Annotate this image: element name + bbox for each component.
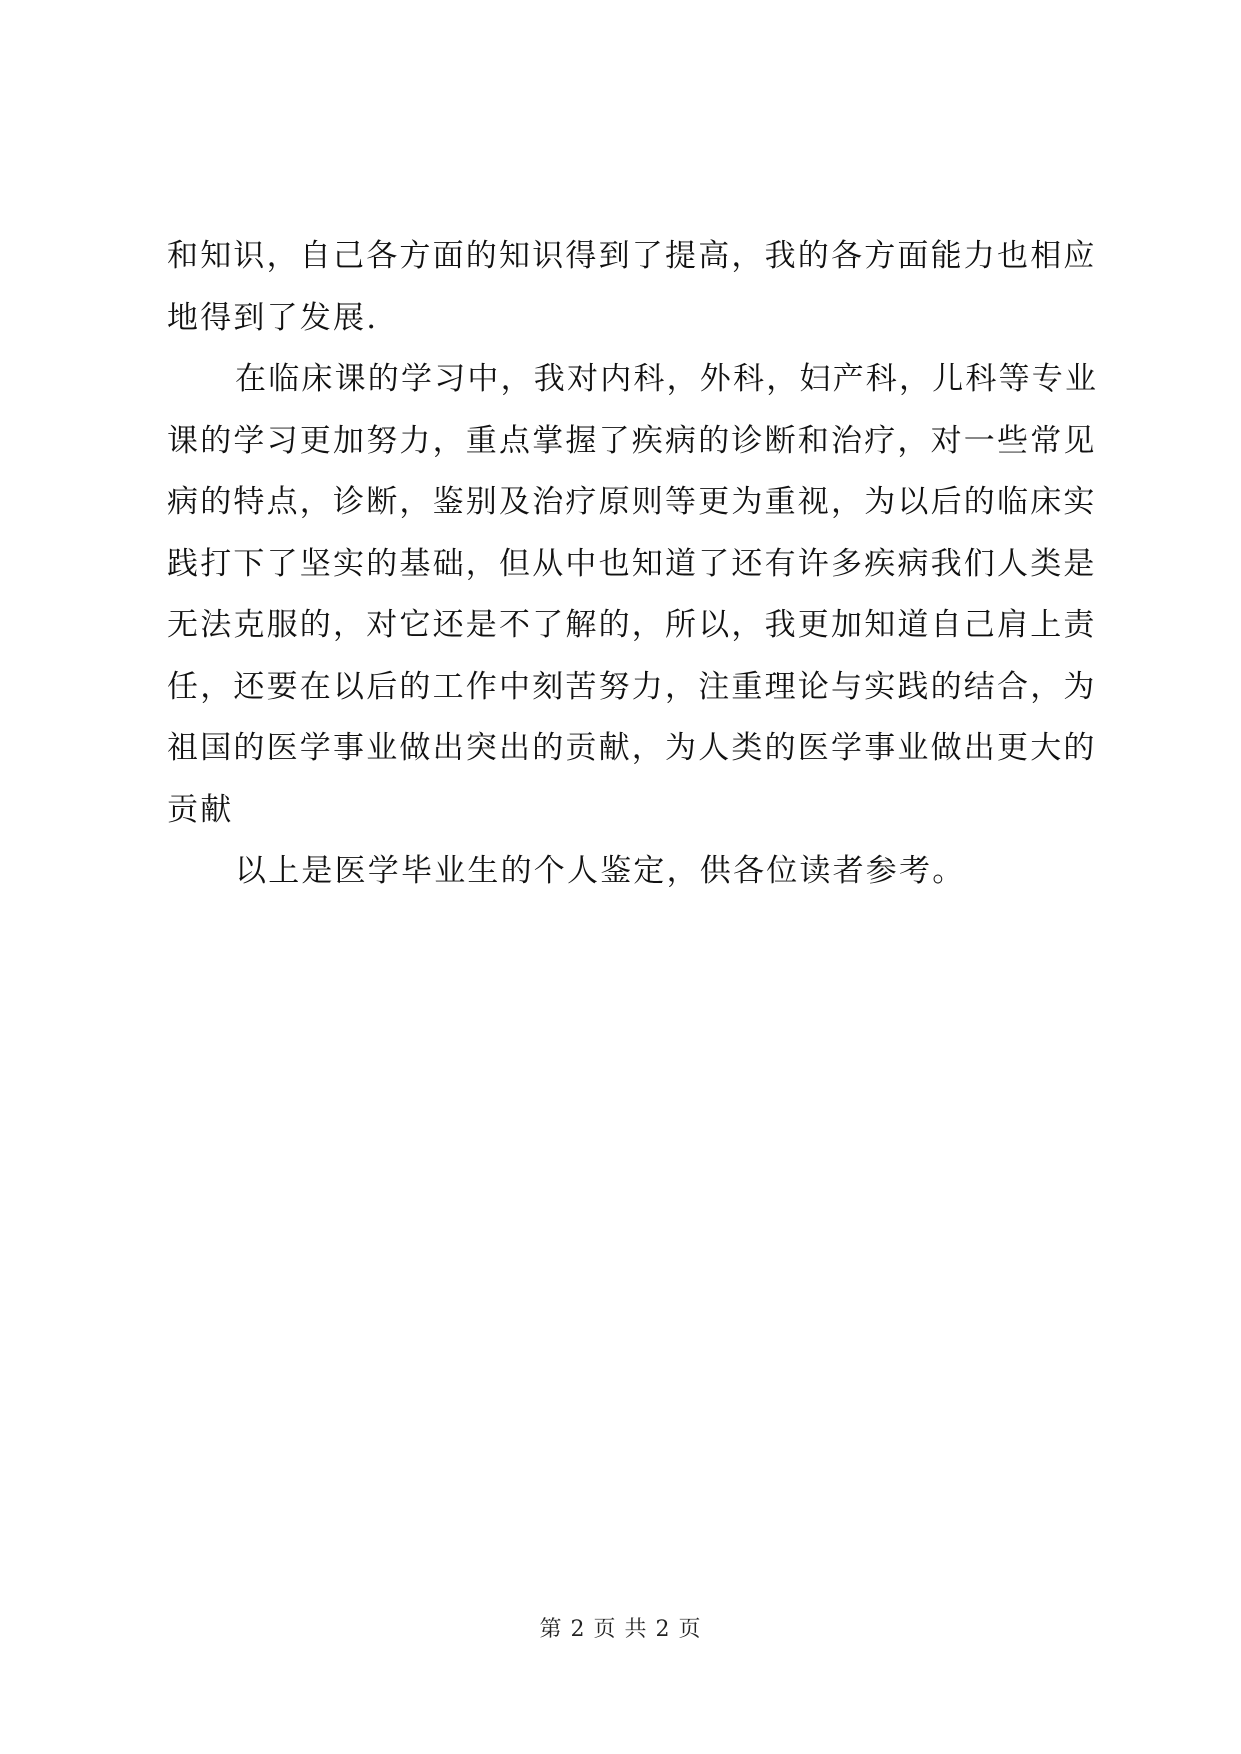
text-line: 课的学习更加努力，重点掌握了疾病的诊断和治疗，对一些常见 xyxy=(167,422,1097,459)
page-number-footer: 第 2 页 共 2 页 xyxy=(539,1617,702,1642)
text-line: 贡献 xyxy=(167,791,234,828)
text-line: 地得到了发展. xyxy=(167,299,379,336)
text-line: 和知识，自己各方面的知识得到了提高，我的各方面能力也相应 xyxy=(167,238,1097,274)
text-line: 祖国的医学事业做出突出的贡献，为人类的医学事业做出更大的 xyxy=(167,730,1097,766)
text-line: 病的特点，诊断，鉴别及治疗原则等更为重视，为以后的临床实 xyxy=(167,484,1097,520)
text-line: 无法克服的，对它还是不了解的，所以，我更加知道自己肩上责 xyxy=(167,607,1097,643)
text-line: 任，还要在以后的工作中刻苦努力，注重理论与实践的结合，为 xyxy=(167,668,1097,705)
text-line: 在临床课的学习中，我对内科，外科，妇产科，儿科等专业 xyxy=(235,361,1099,397)
document-body xyxy=(167,226,1099,903)
text-line: 以上是医学毕业生的个人鉴定，供各位读者参考。 xyxy=(235,853,966,889)
text-line: 践打下了坚实的基础，但从中也知道了还有许多疾病我们人类是 xyxy=(167,545,1097,582)
